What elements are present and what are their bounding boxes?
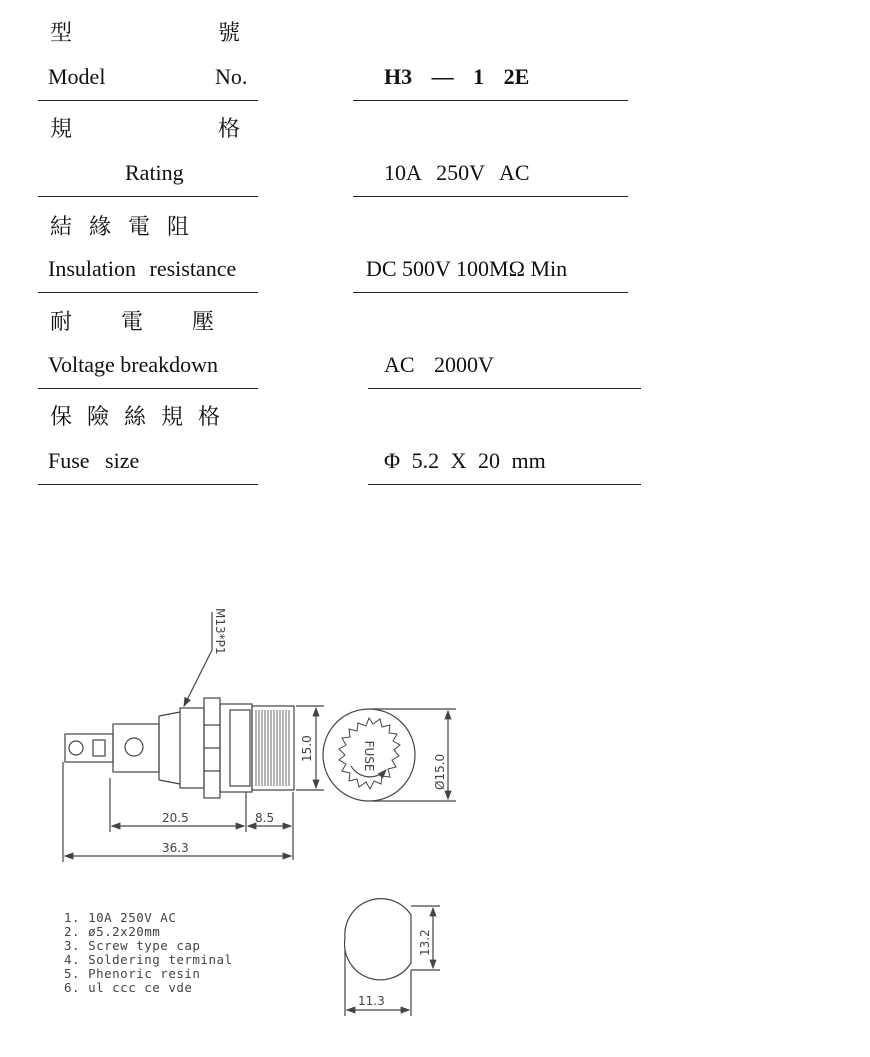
cap-fuse-text: FUSE [362, 740, 376, 772]
note-item: 1. 10A 250V AC [64, 910, 177, 925]
note-item: 5. Phenoric resin [64, 966, 201, 981]
insulation-zh: 結 緣 電 阻 [50, 215, 191, 240]
solder-terminal [65, 734, 113, 762]
notes-list [64, 910, 233, 995]
knurled-cap [252, 706, 294, 790]
model-value: H3 — 1 2E [384, 64, 530, 89]
panel-cutout [345, 899, 411, 980]
insulation-value: DC 500V 100MΩ Min [366, 256, 568, 281]
voltage-label: Voltage breakdown [48, 352, 219, 377]
model-zh-right: 號 [218, 21, 243, 46]
rating-value: 10A 250V AC [384, 160, 530, 185]
diameter-dim-label: Ø15.0 [433, 753, 447, 790]
voltage-value: AC 2000V [384, 352, 494, 377]
note-item: 2. ø5.2x20mm [64, 924, 161, 939]
fuse-value: Φ 5.2 X 20 mm [384, 448, 546, 473]
rating-zh-right: 格 [218, 117, 243, 142]
fuse-label: Fuse size [48, 448, 140, 473]
note-item: 3. Screw type cap [64, 938, 201, 953]
model-zh-left: 型 [50, 21, 75, 46]
fuse-zh: 保 險 絲 規 格 [50, 405, 222, 430]
rating-zh-left: 規 [50, 117, 75, 142]
body-dim-label: 20.5 [162, 811, 189, 825]
rear-body [113, 712, 180, 784]
model-no-label: No. [215, 64, 248, 89]
total-dim-label: 36.3 [162, 841, 189, 855]
height-dim-label: 15.0 [300, 735, 314, 762]
nut [180, 698, 252, 798]
note-item: 4. Soldering terminal [64, 952, 233, 967]
model-label: Model [48, 64, 106, 89]
cutout-width-label: 11.3 [358, 994, 385, 1008]
voltage-zh: 耐 電 壓 [50, 310, 216, 335]
rating-label: Rating [125, 160, 184, 185]
cap-dim-label: 8.5 [255, 811, 275, 825]
insulation-label: Insulation resistance [48, 256, 237, 281]
cutout-height-label: 13.2 [418, 929, 432, 956]
note-item: 6. ul ccc ce vde [64, 980, 193, 995]
thread-label: M13*P1 [213, 608, 227, 655]
